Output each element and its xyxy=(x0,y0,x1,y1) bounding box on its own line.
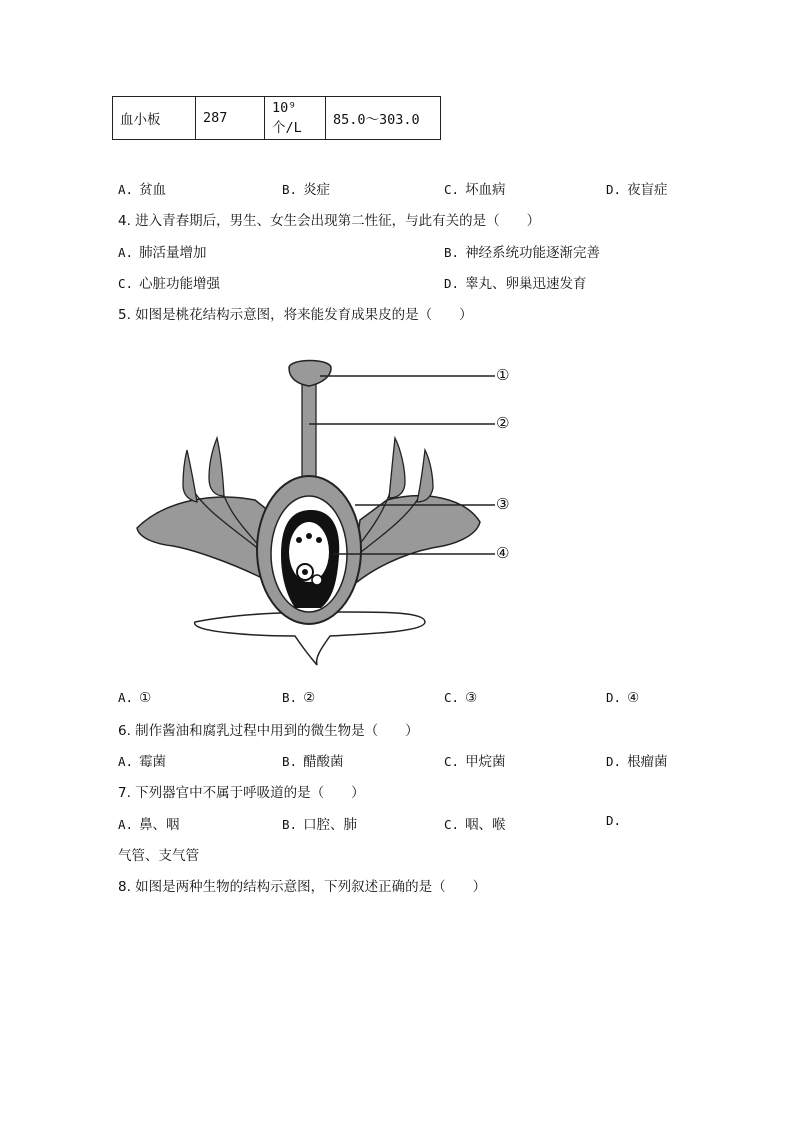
q7-option-d-text: 气管、支气管 xyxy=(118,848,199,864)
q6-option-c[interactable]: C. 甲烷菌 xyxy=(444,754,506,770)
q4-option-b[interactable]: B. 神经系统功能逐渐完善 xyxy=(444,245,601,261)
q4-option-a[interactable]: A. 肺活量增加 xyxy=(118,245,207,261)
q4-stem: 4. 进入青春期后，男生、女生会出现第二性征，与此有关的是（ ） xyxy=(118,213,541,229)
q8-stem: 8. 如图是两种生物的结构示意图，下列叙述正确的是（ ） xyxy=(118,879,487,895)
q5-stem: 5. 如图是桃花结构示意图，将来能发育成果皮的是（ ） xyxy=(118,307,473,323)
q7-stem: 7. 下列器官中不属于呼吸道的是（ ） xyxy=(118,785,365,801)
table-cell-item: 血小板 xyxy=(113,97,196,140)
figure-label-1: ① xyxy=(496,366,510,384)
q6-option-d[interactable]: D. 根瘤菌 xyxy=(606,754,668,770)
right-petal xyxy=(357,496,480,582)
q3-option-d[interactable]: D. 夜盲症 xyxy=(606,182,668,198)
blood-test-table xyxy=(112,96,441,140)
right-anther xyxy=(389,438,405,498)
q3-option-b[interactable]: B. 炎症 xyxy=(282,182,331,198)
q7-option-b[interactable]: B. 口腔、肺 xyxy=(282,817,358,833)
q5-option-a[interactable]: A. ① xyxy=(118,690,152,706)
q7-option-a[interactable]: A. 鼻、咽 xyxy=(118,817,180,833)
q6-option-b[interactable]: B. 醋酸菌 xyxy=(282,754,344,770)
q5-option-b[interactable]: B. ② xyxy=(282,690,316,706)
left-anther xyxy=(183,450,197,502)
q4-option-c[interactable]: C. 心脏功能增强 xyxy=(118,276,221,292)
q7-option-c[interactable]: C. 咽、喉 xyxy=(444,817,506,833)
q5-option-c[interactable]: C. ③ xyxy=(444,690,478,706)
q6-stem: 6. 制作酱油和腐乳过程中用到的微生物是（ ） xyxy=(118,723,419,739)
q7-option-d[interactable]: D. xyxy=(606,813,622,828)
stigma xyxy=(289,361,331,387)
table-row xyxy=(113,97,441,140)
figure-label-2: ② xyxy=(496,414,510,432)
q5-option-d[interactable]: D. ④ xyxy=(606,690,640,706)
right-anther-2 xyxy=(417,450,433,502)
q3-option-a[interactable]: A. 贫血 xyxy=(118,182,167,198)
table-cell-range: 85.0～303.0 xyxy=(326,97,441,140)
table-cell-value: 287 xyxy=(196,97,265,140)
left-anther-2 xyxy=(209,438,224,496)
q6-option-a[interactable]: A. 霉菌 xyxy=(118,754,167,770)
table-cell-unit: 10⁹个/L xyxy=(265,97,326,140)
peach-flower-diagram xyxy=(125,350,525,670)
q4-option-d[interactable]: D. 睾丸、卵巢迅速发育 xyxy=(444,276,587,292)
figure-label-4: ④ xyxy=(496,544,510,562)
q3-option-c[interactable]: C. 坏血病 xyxy=(444,182,506,198)
figure-label-3: ③ xyxy=(496,495,510,513)
